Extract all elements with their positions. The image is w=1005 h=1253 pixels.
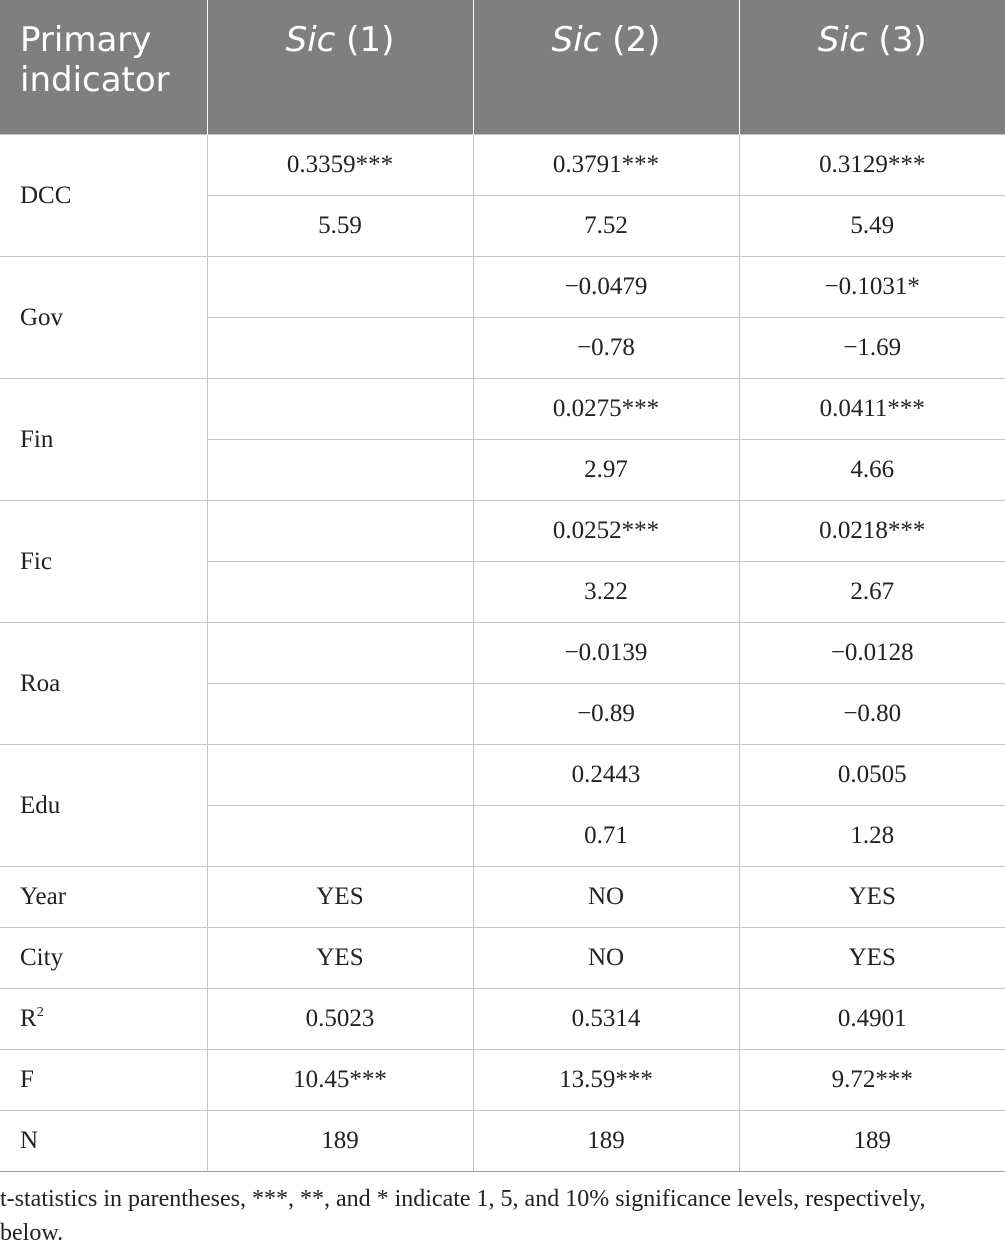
t-stat-cell: −1.69 <box>739 318 1005 379</box>
t-stat-cell: −0.78 <box>473 318 739 379</box>
table-row <box>0 379 1005 440</box>
table-row <box>0 867 1005 928</box>
header-col-1 <box>207 0 473 135</box>
coefficient-cell: 0.0275*** <box>473 379 739 440</box>
t-stat-cell <box>207 684 473 745</box>
value-cell: YES <box>739 867 1005 928</box>
header-col-1-var: Sic <box>285 20 336 60</box>
coefficient-cell: −0.0139 <box>473 623 739 684</box>
t-stat-cell: 2.97 <box>473 440 739 501</box>
row-label: Edu <box>0 745 207 867</box>
table-row <box>0 623 1005 684</box>
row-label <box>0 1050 207 1111</box>
value-cell: YES <box>207 867 473 928</box>
coefficient-cell: −0.1031* <box>739 257 1005 318</box>
coefficient-cell: 0.0218*** <box>739 501 1005 562</box>
coefficient-cell <box>207 379 473 440</box>
value-cell: 0.4901 <box>739 989 1005 1050</box>
table-body <box>0 135 1005 1172</box>
t-stat-cell: 3.22 <box>473 562 739 623</box>
t-stat-cell: 4.66 <box>739 440 1005 501</box>
t-stat-cell: 5.59 <box>207 196 473 257</box>
value-cell: 10.45*** <box>207 1050 473 1111</box>
value-cell: 13.59*** <box>473 1050 739 1111</box>
row-label <box>0 989 207 1050</box>
coefficient-cell <box>207 257 473 318</box>
coefficient-cell: 0.0505 <box>739 745 1005 806</box>
header-col-3-num: (3) <box>867 20 927 60</box>
row-label <box>0 1111 207 1172</box>
coefficient-cell <box>207 623 473 684</box>
t-stat-cell: −0.80 <box>739 684 1005 745</box>
row-label-text: R <box>20 1005 37 1032</box>
header-col-2-num: (2) <box>601 20 661 60</box>
coefficient-cell: 0.3791*** <box>473 135 739 196</box>
t-stat-cell: 1.28 <box>739 806 1005 867</box>
header-primary-indicator <box>0 0 207 135</box>
table-footnote: t-statistics in parentheses, ***, **, and * indicate 1, 5, and 10% significance levels, respectively, below. <box>0 1186 926 1246</box>
value-cell: 189 <box>739 1111 1005 1172</box>
table-row <box>0 928 1005 989</box>
value-cell: 189 <box>473 1111 739 1172</box>
value-cell: YES <box>207 928 473 989</box>
coefficient-cell: 0.0252*** <box>473 501 739 562</box>
row-label-text: F <box>20 1066 34 1093</box>
table-row <box>0 501 1005 562</box>
value-cell: 0.5023 <box>207 989 473 1050</box>
header-row <box>0 0 1005 135</box>
value-cell: 9.72*** <box>739 1050 1005 1111</box>
value-cell: NO <box>473 928 739 989</box>
t-stat-cell: 2.67 <box>739 562 1005 623</box>
table-row <box>0 1111 1005 1172</box>
value-cell: NO <box>473 867 739 928</box>
coefficient-cell: 0.3129*** <box>739 135 1005 196</box>
header-primary-line1: Primary <box>20 20 152 60</box>
coefficient-cell <box>207 501 473 562</box>
header-primary-line2: indicator <box>20 60 170 100</box>
t-stat-cell <box>207 562 473 623</box>
t-stat-cell: −0.89 <box>473 684 739 745</box>
table-row <box>0 1050 1005 1111</box>
coefficient-cell: 0.2443 <box>473 745 739 806</box>
table-row <box>0 135 1005 196</box>
coefficient-cell <box>207 745 473 806</box>
table-row <box>0 989 1005 1050</box>
header-col-3-var: Sic <box>817 20 868 60</box>
header-col-1-num: (1) <box>335 20 395 60</box>
coefficient-cell: 0.3359*** <box>207 135 473 196</box>
row-label <box>0 867 207 928</box>
value-cell: 189 <box>207 1111 473 1172</box>
header-col-2-var: Sic <box>551 20 602 60</box>
t-stat-cell: 0.71 <box>473 806 739 867</box>
row-label: Roa <box>0 623 207 745</box>
row-label: Fic <box>0 501 207 623</box>
t-stat-cell <box>207 318 473 379</box>
t-stat-cell <box>207 806 473 867</box>
header-col-3 <box>739 0 1005 135</box>
t-stat-cell <box>207 440 473 501</box>
row-label <box>0 928 207 989</box>
row-label-text: N <box>20 1127 39 1154</box>
row-label: Gov <box>0 257 207 379</box>
coefficient-cell: −0.0128 <box>739 623 1005 684</box>
coefficient-cell: −0.0479 <box>473 257 739 318</box>
header-col-2 <box>473 0 739 135</box>
t-stat-cell: 5.49 <box>739 196 1005 257</box>
row-label: Fin <box>0 379 207 501</box>
t-stat-cell: 7.52 <box>473 196 739 257</box>
value-cell: YES <box>739 928 1005 989</box>
coefficient-cell: 0.0411*** <box>739 379 1005 440</box>
table-row <box>0 257 1005 318</box>
row-label: DCC <box>0 135 207 257</box>
row-label-superscript: 2 <box>36 1005 44 1020</box>
row-label-text: Year <box>20 883 67 910</box>
table-row <box>0 745 1005 806</box>
row-label-text: City <box>20 944 64 971</box>
value-cell: 0.5314 <box>473 989 739 1050</box>
